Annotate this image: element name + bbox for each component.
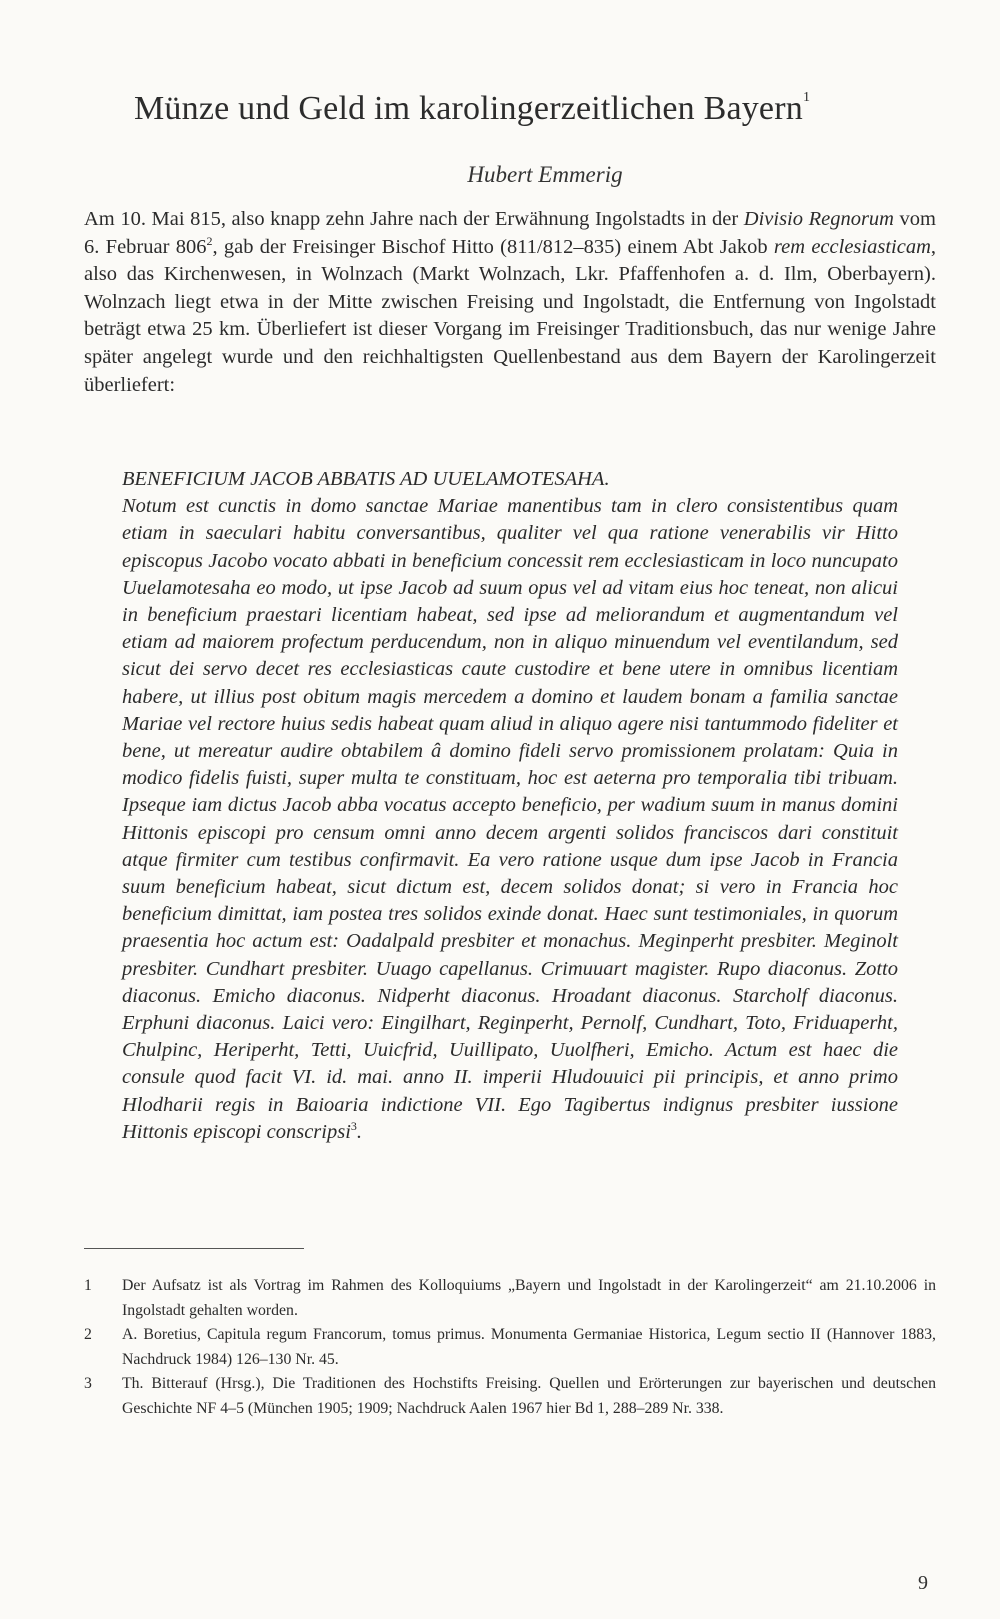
footnote-3 <box>84 1372 936 1421</box>
intro-text-4: , also das Kirchenwesen, in Wolnzach (Markt Wolnzach, Lkr. Pfaffenhofen a. d. Ilm, Oberbayern). Wolnzach liegt etwa in der Mitte zwischen Freising und Ingolstadt, die Entfernung von Ingolstadt beträgt etwa 25 km. Überliefert ist dieser Vorgang im Freisinger Traditionsbuch, das nur wenige Jahre später angelegt wurde und den reichhaltigsten Quellenbestand aus dem Bayern der Karolingerzeit überliefert: <box>84 235 936 396</box>
footnote-number: 3 <box>84 1375 92 1393</box>
footnote-divider <box>84 1248 304 1249</box>
footnote-ref-3[interactable]: 3 <box>350 1118 357 1133</box>
latin-body-end: . <box>356 1120 363 1143</box>
footnote-text: Der Aufsatz ist als Vortrag im Rahmen des Kolloquiums „Bayern und Ingolstadt in der Karolingerzeit“ am 21.10.2006 in Ingolstadt gehalten worden. <box>122 1277 936 1319</box>
latin-body <box>122 493 898 1146</box>
intro-text-1: Am 10. Mai 815, also knapp zehn Jahre nach der Erwähnung Ingolstadts in der <box>84 208 744 230</box>
article-title <box>134 90 940 128</box>
author: Hubert Emmerig <box>467 162 623 187</box>
footnote-text: A. Boretius, Capitula regum Francorum, tomus primus. Monumenta Germaniae Historica, Legum sectio II (Hannover 1883, Nachdruck 1984) 126–130 Nr. 45. <box>122 1326 936 1368</box>
footnote-ref-1[interactable]: 1 <box>802 90 811 105</box>
latin-body-text: Notum est cunctis in domo sanctae Mariae manentibus tam in clero consistentibus quam etiam in saeculari habitu conversantibus, qualiter vel qua ratione venerabilis vir Hitto episcopus Jacobo vocato abbati in beneficium concessit rem ecclesiasticam in loco nuncupato Uuelamotesaha eo modo, ut ipse Jacob ad suum opus vel ad vitam eius hoc teneat, non alicui in beneficium praestari licentiam habeat, sed ipse ad meliorandum et augmentandum vel etiam ad maiorem profectum perducendum, non in aliquo minuendum vel eventilandum, sed sicut dei servo decet res ecclesiasticas caute custodire et bene utere in omnibus licentiam habere, ut illius post obitum magis mercedem a domino et laudem bonam a familia sanctae Mariae vel rectore huius sedis habeat quam aliud in aliquo agere nisi tantummodo fideliter et bene, ut mereatur audire obtabilem â domino fideli servo promissionem prolatam: Quia in modico fidelis fuisti, super multa te constituam, hoc est aeterna pro temporalia tibi tribuam. Ipseque iam dictus Jacob abba vocatus accepto beneficio, per wadium suum in manus domini Hittonis episcopi pro censum omni anno decem argenti solidos franciscos dari constituit atque firmiter cum testibus confirmavit. Ea vero ratione usque dum ipse Jacob in Francia suum beneficium habeat, sicut dictum est, decem solidos donat; si vero in Francia hoc beneficium dimittat, iam postea tres solidos exinde donat. Haec sunt testimoniales, in quorum praesentia hoc actum est: Oadalpald presbiter et monachus. Meginperht presbiter. Meginolt presbiter. Cundhart presbiter. Uuago capellanus. Crimuuart magister. Rupo diaconus. Zotto diaconus. Emicho diaconus. Nidperht diaconus. Hroadant diaconus. Starcholf diaconus. Erphuni diaconus. Laici vero: Eingilhart, Reginperht, Pernolf, Cundhart, Toto, Friduaperht, Chulpinc, Heriperht, Tetti, Uuicfrid, Uuillipato, Uuolfheri, Emicho. Actum est haec die consule quod facit VI. id. mai. anno II. imperii Hludouuici pii principis, et anno primo Hlodharii regis in Baioaria indictione VII. Ego Tagibertus indignus presbiter iussione Hittonis episcopi conscripsi <box>122 495 898 1143</box>
intro-divisio-term: Divisio Regnorum <box>743 208 894 230</box>
footnote-text: Th. Bitterauf (Hrsg.), Die Traditionen des Hochstifts Freising. Quellen und Erörterungen zur bayerischen und deutschen Geschichte NF 4–5 (München 1905; 1909; Nachdruck Aalen 1967 hier Bd 1, 288–289 Nr. 338. <box>122 1375 936 1417</box>
intro-rem-term: rem ecclesiasticam <box>773 235 931 258</box>
page-number: 9 <box>918 1572 928 1594</box>
intro-text-3: , gab der Freisinger Bischof Hitto (811/812–835) einem Abt Jakob <box>212 235 774 258</box>
latin-heading: BENEFICIUM JACOB ABBATIS AD UUELAMOTESAHA. <box>122 468 610 490</box>
intro-text-2: vom 6. Februar 806 <box>84 208 936 258</box>
footnote-1 <box>84 1274 936 1323</box>
intro-paragraph <box>84 206 936 399</box>
title-text: Münze und Geld im karolingerzeitlichen Bayern <box>134 90 803 127</box>
footnote-ref-2[interactable]: 2 <box>206 233 213 248</box>
footnote-number: 1 <box>84 1277 92 1294</box>
footnotes <box>84 1274 936 1422</box>
footnote-2 <box>84 1323 936 1372</box>
footnote-number: 2 <box>84 1326 92 1344</box>
latin-quotation <box>122 466 898 1146</box>
